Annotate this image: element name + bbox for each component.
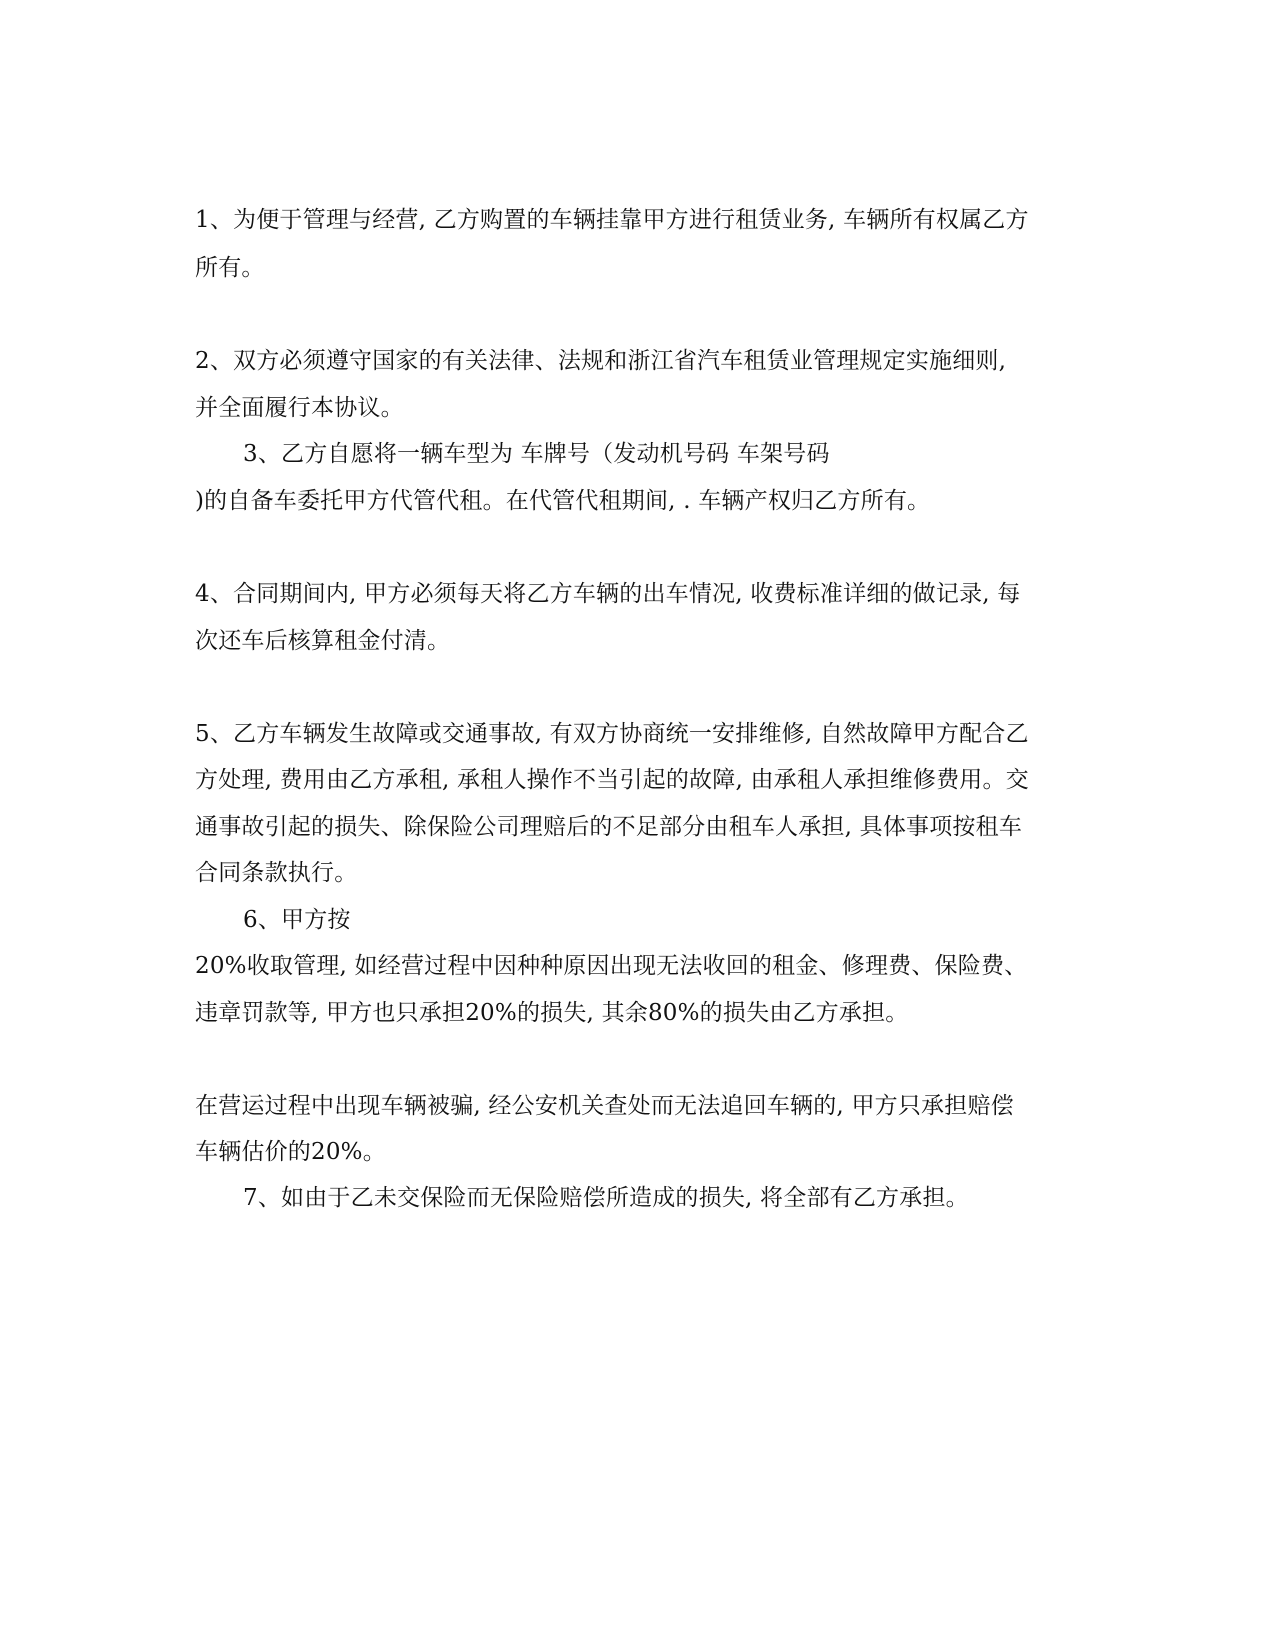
clause-6-line-3: 违章罚款等, 甲方也只承担20%的损失, 其余80%的损失由乙方承担。 xyxy=(195,1000,909,1026)
clause-5-line-2: 方处理, 费用由乙方承租, 承租人操作不当引起的故障, 由承租人承担维修费用。交 xyxy=(195,767,1029,793)
clause-6-line-2: 20%收取管理, 如经营过程中因种种原因出现无法收回的租金、修理费、保险费、 xyxy=(195,953,1028,979)
clause-2-line-1: 2、双方必须遵守国家的有关法律、法规和浙江省汽车租赁业管理规定实施细则, xyxy=(195,348,1007,374)
clause-2-line-2: 并全面履行本协议。 xyxy=(195,395,404,421)
clause-5-line-1: 5、乙方车辆发生故障或交通事故, 有双方协商统一安排维修, 自然故障甲方配合乙 xyxy=(195,721,1029,747)
clause-5-line-3: 通事故引起的损失、除保险公司理赔后的不足部分由租车人承担, 具体事项按租车 xyxy=(195,814,1023,840)
clause-6-line-1: 6、甲方按 xyxy=(243,907,351,933)
clause-3-line-2: )的自备车委托甲方代管代租。在代管代租期间, . 车辆产权归乙方所有。 xyxy=(195,488,931,514)
clause-1-line-2: 所有。 xyxy=(195,255,265,281)
clause-1-line-1: 1、为便于管理与经营, 乙方购置的车辆挂靠甲方进行租赁业务, 车辆所有权属乙方 xyxy=(195,207,1029,233)
clause-4-line-2: 次还车后核算租金付清。 xyxy=(195,628,451,654)
fraud-paragraph-line-2: 车辆估价的20%。 xyxy=(195,1139,386,1165)
clause-7-line-1: 7、如由于乙未交保险而无保险赔偿所造成的损失, 将全部有乙方承担。 xyxy=(243,1185,969,1211)
fraud-paragraph-line-1: 在营运过程中出现车辆被骗, 经公安机关查处而无法追回车辆的, 甲方只承担赔偿 xyxy=(195,1093,1014,1119)
clause-5-line-4: 合同条款执行。 xyxy=(195,860,358,886)
clause-3-line-1: 3、乙方自愿将一辆车型为 车牌号（发动机号码 车架号码 xyxy=(243,441,830,467)
clause-4-line-1: 4、合同期间内, 甲方必须每天将乙方车辆的出车情况, 收费标准详细的做记录, 每 xyxy=(195,581,1021,607)
